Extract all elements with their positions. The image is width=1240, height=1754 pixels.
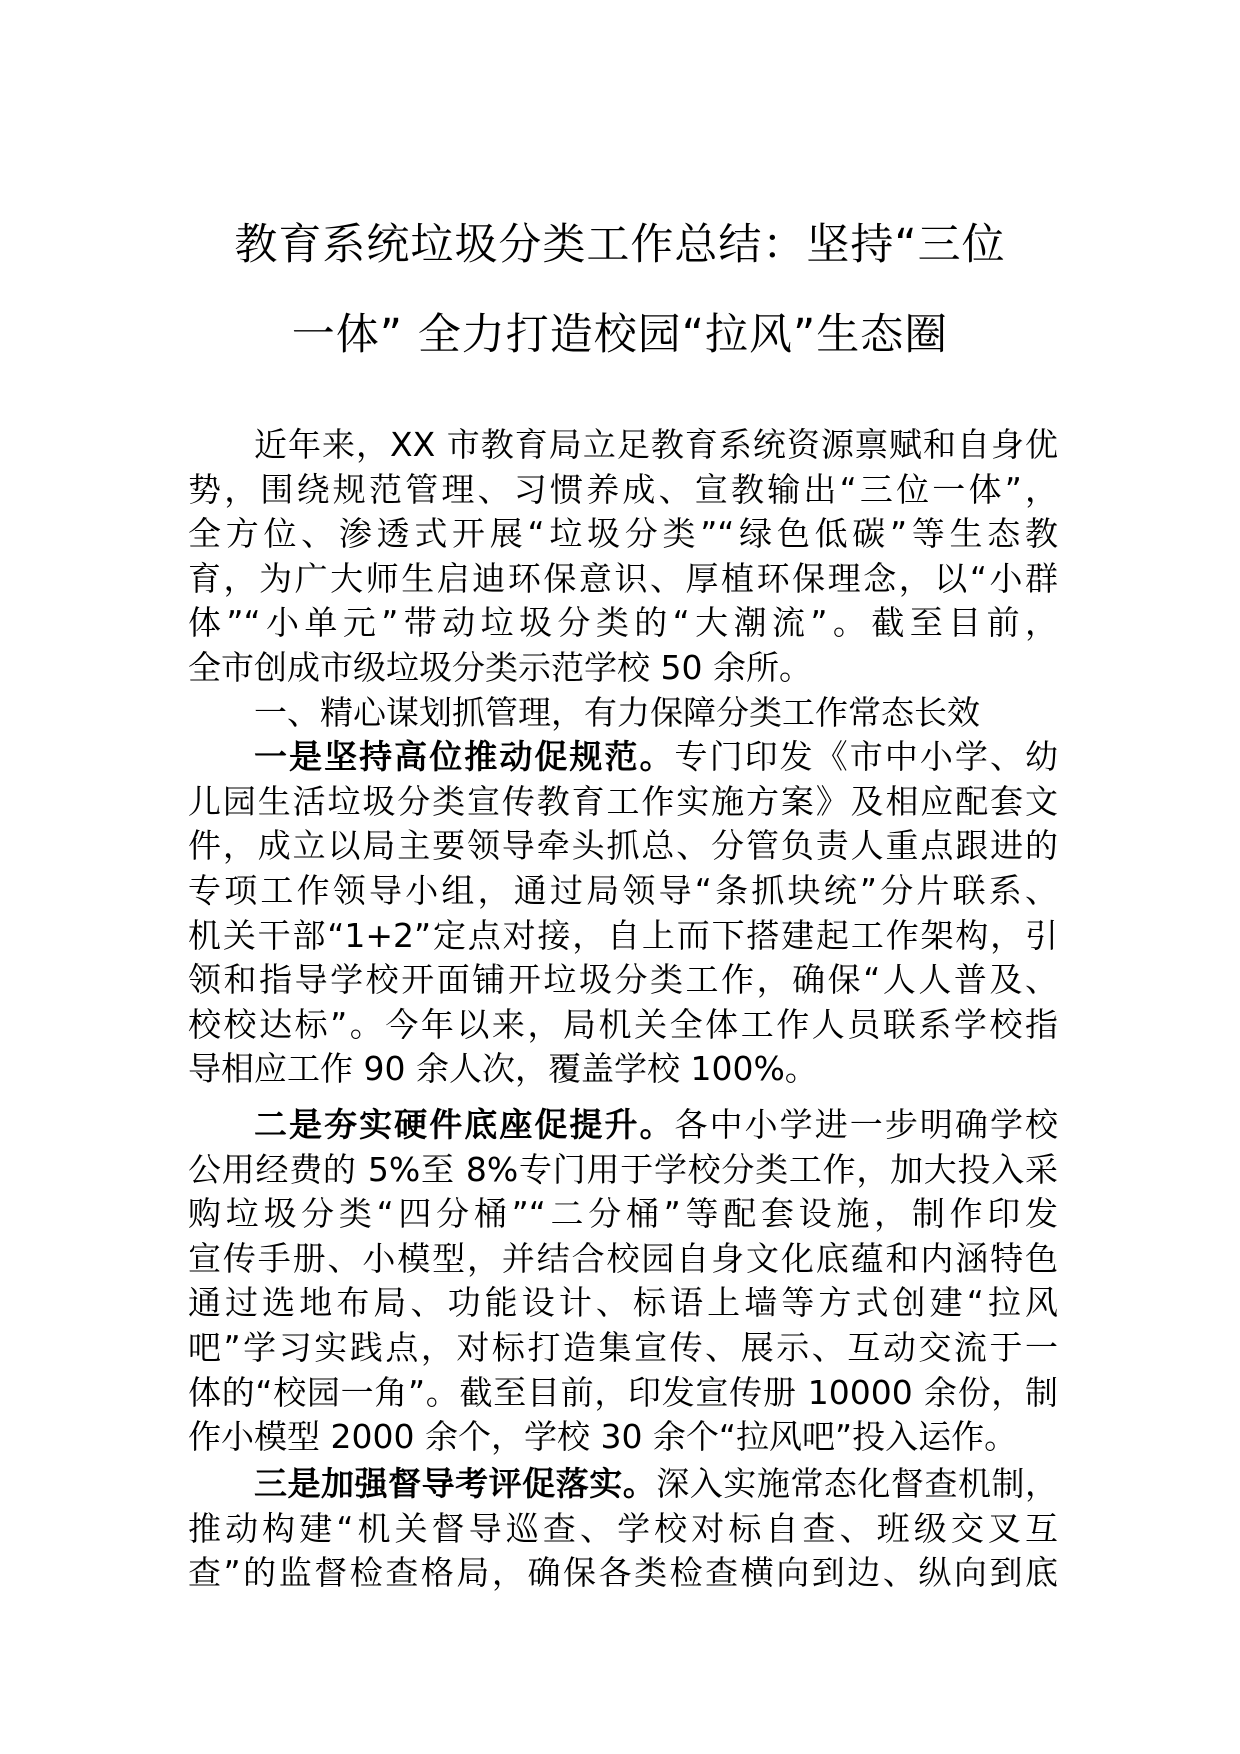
paragraph-text: 各中小学进一步明确学校	[674, 1105, 1059, 1144]
section-heading: 一、精心谋划抓管理，有力保障分类工作常态长效	[254, 692, 980, 732]
paragraph-line: 儿园生活垃圾分类宣传教育工作实施方案》及相应配套文	[188, 781, 1058, 821]
paragraph-line: 件，成立以局主要领导牵头抓总、分管负责人重点跟进的	[188, 826, 1058, 866]
paragraph-line	[188, 1462, 1058, 1507]
body-text-block-3	[188, 1462, 1058, 1596]
document-title-line-2: 一体” 全力打造校园“拉风”生态圈	[291, 310, 949, 360]
paragraph-text: 专门印发《市中小学、幼	[674, 737, 1059, 777]
paragraph-line: 专项工作领导小组，通过局领导“条抓块统”分片联系、	[188, 870, 1058, 910]
paragraph-line: 体的“校园一角”。截至目前，印发宣传册 10000 余份，制	[188, 1372, 1058, 1412]
paragraph-line: 购垃圾分类“四分桶”“二分桶”等配套设施，制作印发	[188, 1194, 1058, 1234]
document-title-line-1: 教育系统垃圾分类工作总结：坚持“三位	[234, 220, 1006, 270]
paragraph-line: 推动构建“机关督导巡查、学校对标自查、班级交叉互	[188, 1508, 1058, 1548]
paragraph-line: 全方位、渗透式开展“垃圾分类”“绿色低碳”等生态教	[188, 514, 1058, 554]
paragraph-line: 作小模型 2000 余个，学校 30 余个“拉风吧”投入运作。	[188, 1417, 1018, 1457]
paragraph-line: 势，围绕规范管理、习惯养成、宣教输出“三位一体”，	[188, 469, 1058, 509]
paragraph-line: 机关干部“1+2”定点对接，自上而下搭建起工作架构，引	[188, 915, 1058, 955]
paragraph-line: 体”“小单元”带动垃圾分类的“大潮流”。截至目前，	[188, 603, 1058, 643]
paragraph-line	[188, 1103, 1058, 1148]
paragraph-line: 近年来，XX 市教育局立足教育系统资源禀赋和自身优	[254, 425, 1058, 464]
paragraph-line: 领和指导学校开面铺开垃圾分类工作，确保“人人普及、	[188, 960, 1058, 1000]
paragraph-line	[188, 735, 1058, 780]
paragraph-lead: 三是加强督导考评促落实。	[254, 1464, 657, 1503]
paragraph-text: 深入实施常态化督查机制，	[656, 1464, 1059, 1503]
paragraph-line: 吧”学习实践点，对标打造集宣传、展示、互动交流于一	[188, 1327, 1058, 1367]
paragraph-line: 通过选地布局、功能设计、标语上墙等方式创建“拉风	[188, 1283, 1058, 1323]
paragraph-line: 查”的监督检查格局，确保各类检查横向到边、纵向到底	[188, 1553, 1058, 1593]
body-text-block-2	[188, 1103, 1058, 1460]
paragraph-line: 宣传手册、小模型，并结合校园自身文化底蕴和内涵特色	[188, 1238, 1058, 1278]
paragraph-line: 导相应工作 90 余人次，覆盖学校 100%。	[188, 1049, 818, 1089]
paragraph-lead: 二是夯实硬件底座促提升。	[254, 1105, 675, 1144]
paragraph-line: 公用经费的 5%至 8%专门用于学校分类工作，加大投入采	[188, 1149, 1058, 1189]
paragraph-line: 育，为广大师生启迪环保意识、厚植环保理念，以“小群	[188, 558, 1058, 598]
paragraph-line: 全市创成市级垃圾分类示范学校 50 余所。	[188, 647, 812, 687]
paragraph-line: 校校达标”。今年以来，局机关全体工作人员联系学校指	[188, 1004, 1058, 1044]
paragraph-lead: 一是坚持高位推动促规范。	[254, 737, 675, 777]
body-text-block-1	[188, 423, 1058, 1092]
